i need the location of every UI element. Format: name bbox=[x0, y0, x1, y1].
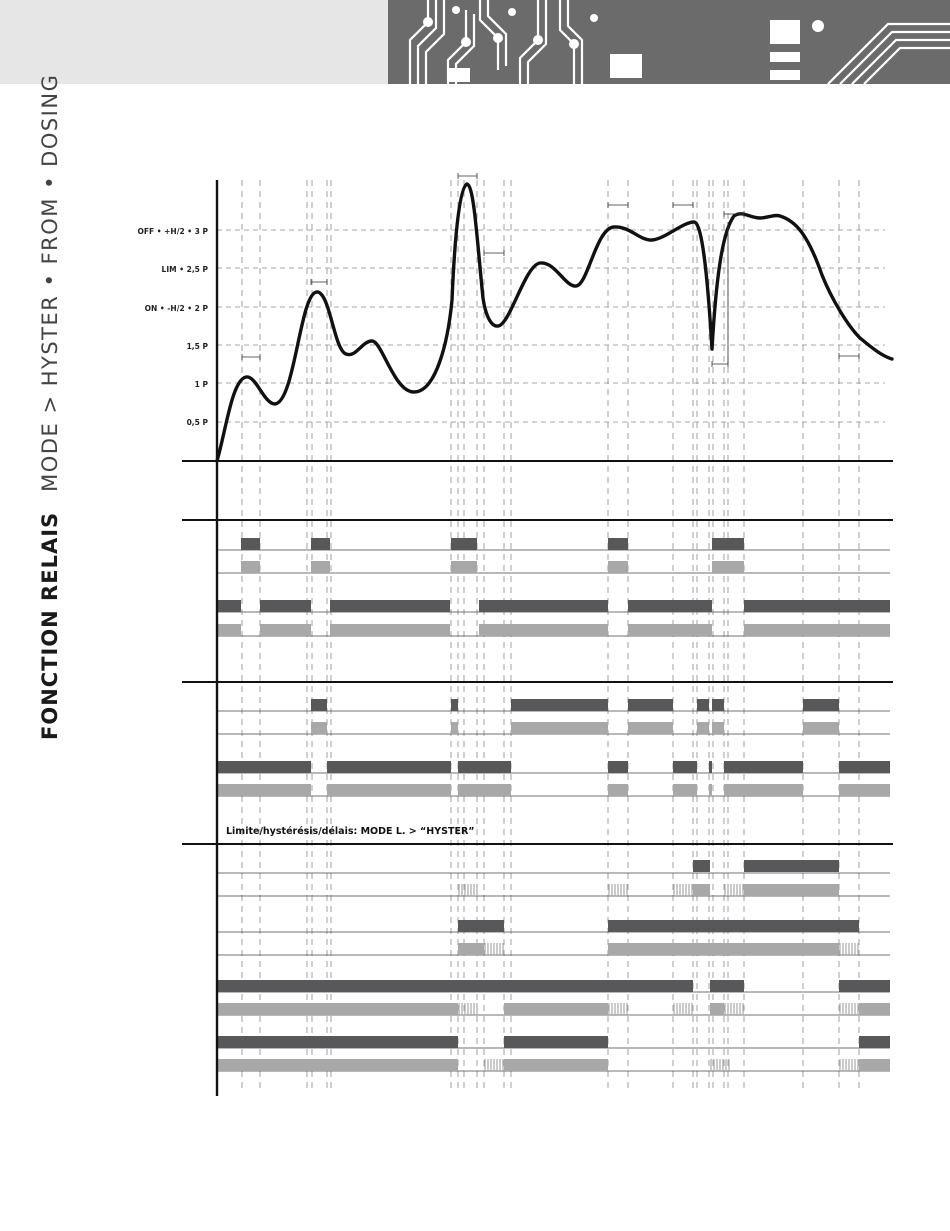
ylabel-1p: 1 P bbox=[194, 380, 208, 389]
ylabel-2p: ON • -H/2 • 2 P bbox=[144, 304, 208, 313]
state-bar bbox=[839, 980, 890, 992]
state-bar bbox=[697, 699, 709, 711]
state-bar bbox=[712, 561, 744, 573]
state-bar bbox=[608, 920, 859, 932]
state-bar bbox=[709, 784, 712, 796]
state-bar bbox=[217, 784, 311, 796]
state-bar bbox=[511, 722, 608, 734]
state-bar bbox=[241, 561, 260, 573]
state-bar bbox=[327, 761, 451, 773]
state-bar bbox=[608, 538, 628, 550]
state-bar bbox=[628, 699, 673, 711]
state-bar bbox=[673, 761, 697, 773]
ylabel-0-5p: 0,5 P bbox=[186, 418, 208, 427]
state-bar bbox=[744, 600, 890, 612]
state-bar bbox=[451, 561, 477, 573]
state-bar bbox=[744, 860, 839, 872]
state-bar bbox=[608, 943, 839, 955]
state-bar bbox=[628, 624, 712, 636]
state-bar bbox=[859, 1059, 890, 1071]
state-bar bbox=[451, 538, 477, 550]
side-title-rest: MODE > HYSTER • FROM • DOSING bbox=[38, 73, 62, 492]
state-bar bbox=[712, 538, 744, 550]
state-bar bbox=[311, 538, 330, 550]
state-bar bbox=[839, 784, 890, 796]
state-bar bbox=[311, 699, 327, 711]
state-bar bbox=[697, 722, 709, 734]
ylabel-1-5p: 1,5 P bbox=[186, 342, 208, 351]
state-bar bbox=[859, 1003, 890, 1015]
ylabel-3p: OFF • +H/2 • 3 P bbox=[137, 227, 208, 236]
state-bar bbox=[744, 884, 839, 896]
state-bar bbox=[217, 600, 241, 612]
state-bar bbox=[504, 1059, 608, 1071]
state-bar bbox=[628, 600, 712, 612]
state-bar bbox=[458, 784, 511, 796]
state-bar bbox=[451, 722, 458, 734]
state-bar bbox=[859, 1036, 890, 1048]
state-bar bbox=[217, 1059, 458, 1071]
state-bar bbox=[458, 920, 504, 932]
state-bar bbox=[511, 699, 608, 711]
state-bar bbox=[217, 624, 241, 636]
state-bar bbox=[451, 699, 458, 711]
state-bar bbox=[693, 860, 710, 872]
mode-caption: Limite/hystérésis/délais: MODE L. > “HYSTER” bbox=[226, 826, 475, 837]
state-bar bbox=[479, 600, 608, 612]
state-bar bbox=[608, 784, 628, 796]
state-bar bbox=[724, 761, 803, 773]
ylabel-2-5p: LIM • 2,5 P bbox=[161, 265, 208, 274]
axis-frame bbox=[182, 180, 893, 1096]
state-bar bbox=[709, 761, 712, 773]
state-bar bbox=[458, 761, 511, 773]
state-bar bbox=[744, 624, 890, 636]
state-bar bbox=[217, 761, 311, 773]
state-bar bbox=[673, 784, 697, 796]
state-bar bbox=[693, 884, 710, 896]
delay-brackets bbox=[242, 173, 859, 367]
state-bar bbox=[504, 1003, 608, 1015]
relay-state-bars bbox=[217, 538, 890, 1071]
state-bar bbox=[608, 761, 628, 773]
state-bar bbox=[260, 624, 311, 636]
side-title-bold: FONCTION RELAIS bbox=[38, 511, 62, 740]
state-bar bbox=[241, 538, 260, 550]
level-lines bbox=[217, 230, 885, 422]
state-bar bbox=[217, 980, 693, 992]
state-bar bbox=[327, 784, 451, 796]
state-bar bbox=[260, 600, 311, 612]
state-bar bbox=[311, 561, 330, 573]
state-bar bbox=[803, 722, 839, 734]
signal-curve bbox=[217, 184, 892, 461]
state-bar bbox=[608, 561, 628, 573]
state-bar bbox=[330, 600, 450, 612]
state-bar bbox=[504, 1036, 608, 1048]
state-bar bbox=[217, 1003, 458, 1015]
state-bar bbox=[217, 1036, 458, 1048]
state-bar bbox=[458, 943, 484, 955]
state-bar bbox=[712, 722, 724, 734]
state-bar bbox=[839, 761, 890, 773]
state-bar bbox=[479, 624, 608, 636]
state-bar bbox=[724, 784, 803, 796]
state-bar bbox=[710, 980, 744, 992]
state-bar bbox=[330, 624, 450, 636]
state-bar bbox=[803, 699, 839, 711]
state-bar bbox=[710, 1003, 724, 1015]
state-bar bbox=[628, 722, 673, 734]
state-bar bbox=[712, 699, 724, 711]
state-bar bbox=[311, 722, 327, 734]
